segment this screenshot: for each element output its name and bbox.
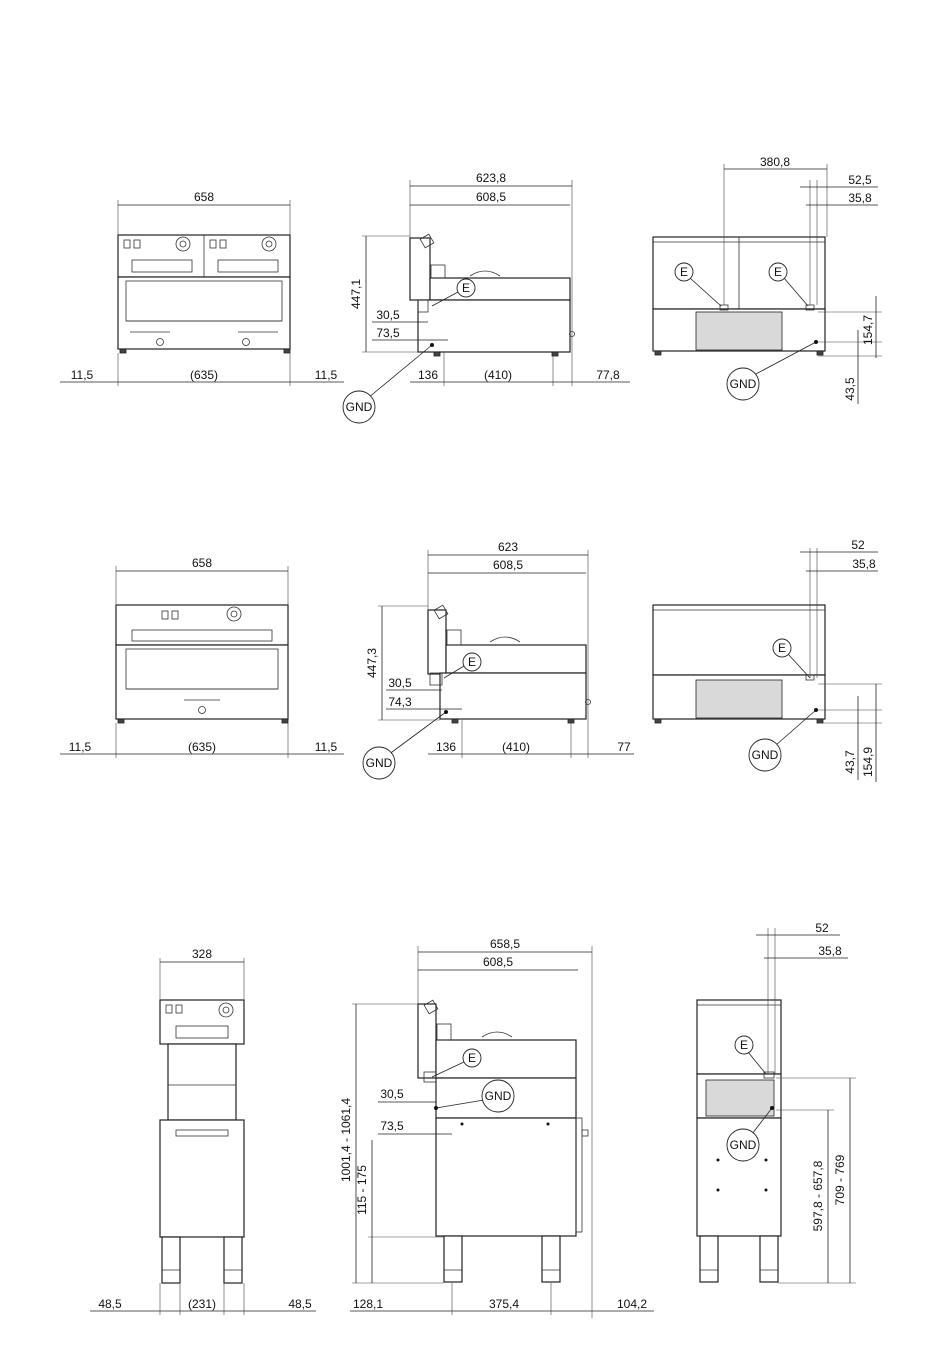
dim-row1-front-center: (635): [189, 368, 219, 382]
dim-row1-rear-top: 380,8: [759, 155, 791, 169]
dim-row1-side-b1: 136: [417, 368, 439, 382]
dim-row2-rear-r1: 52: [851, 538, 865, 552]
dim-row1-side-height: 447,1: [349, 278, 363, 310]
callout-E: E: [467, 655, 477, 669]
callout-E: E: [777, 641, 787, 655]
dim-row1-side-d1: 30,5: [376, 308, 400, 322]
dim-row2-front-center: (635): [187, 740, 217, 754]
callout-GND: GND: [751, 748, 779, 762]
dim-row3-front-overall: 328: [191, 947, 213, 961]
dim-row2-rear-v1: 43,7: [843, 750, 857, 774]
dim-row3-side-leg: 115 - 175: [355, 1165, 369, 1215]
dim-row3-rear-r1: 52: [815, 921, 829, 935]
row3-side-view: [418, 1000, 588, 1282]
dim-row1-rear-r1: 52,5: [848, 173, 872, 187]
row2-front-view: [116, 605, 288, 723]
dim-row1-side-b2: (410): [483, 368, 513, 382]
callout-GND: GND: [484, 1089, 512, 1103]
dim-row2-front-left: 11,5: [68, 740, 92, 754]
dim-row3-side-d2: 73,5: [380, 1119, 404, 1133]
dim-row1-rear-v1: 154,7: [861, 314, 875, 346]
dim-row1-rear-r2: 35,8: [848, 191, 872, 205]
row3-front-view: [160, 1000, 244, 1283]
dim-row2-rear-r2: 35,8: [852, 557, 876, 571]
callout-E: E: [461, 281, 471, 295]
dim-row2-side-b1: 136: [435, 740, 457, 754]
dim-row3-side-b3: 104,2: [616, 1297, 648, 1311]
callout-E: E: [467, 1051, 477, 1065]
dim-row3-side-b2: 375,4: [488, 1297, 520, 1311]
dim-row3-rear-v1: 597,8 - 657,8: [811, 1160, 825, 1232]
dim-row2-front-right: 11,5: [314, 740, 338, 754]
dim-row3-front-left: 48,5: [98, 1297, 122, 1311]
dim-row2-side-d1: 30,5: [388, 676, 412, 690]
callout-E: E: [679, 265, 689, 279]
dim-row2-side-top1: 623: [497, 540, 519, 554]
dim-row1-side-d2: 73,5: [376, 326, 400, 340]
dim-row3-side-top1: 658,5: [489, 937, 521, 951]
row2-side-view: [428, 605, 591, 723]
dim-row3-rear-r2: 35,8: [818, 944, 842, 958]
dim-row2-side-b2: (410): [501, 740, 531, 754]
dim-row1-front-left: 11,5: [70, 368, 94, 382]
dim-row2-rear-v2: 154,9: [861, 746, 875, 778]
dim-row2-side-top2: 608,5: [492, 558, 524, 572]
dim-row1-side-top1: 623,8: [475, 171, 507, 185]
row1-front-view: [118, 235, 290, 353]
callout-E: E: [773, 265, 783, 279]
dim-row2-side-b3: 77: [617, 740, 631, 754]
dim-row1-front-right: 11,5: [314, 368, 338, 382]
dim-row3-side-height: 1001,4 - 1061,4: [339, 1097, 353, 1183]
dim-row1-side-top2: 608,5: [475, 190, 507, 204]
dim-row3-side-top2: 608,5: [482, 955, 514, 969]
dim-row3-rear-v2: 709 - 769: [833, 1154, 847, 1206]
dim-row2-side-height: 447,3: [365, 647, 379, 679]
callout-GND: GND: [729, 1138, 757, 1152]
row1-side-view: [410, 234, 575, 356]
dim-row3-side-d1: 30,5: [380, 1087, 404, 1101]
callout-GND: GND: [365, 756, 393, 770]
callout-GND: GND: [729, 377, 757, 391]
dim-row1-side-b3: 77,8: [596, 368, 620, 382]
dim-row1-front-overall: 658: [193, 190, 215, 204]
callout-E: E: [739, 1038, 749, 1052]
row2-rear-view: [653, 605, 825, 723]
dim-row2-side-d2: 74,3: [388, 695, 412, 709]
dim-row2-front-overall: 658: [191, 556, 213, 570]
dim-row1-rear-v2: 43,5: [843, 377, 857, 401]
dim-row3-side-b1: 128,1: [352, 1297, 384, 1311]
dim-row3-front-right: 48,5: [288, 1297, 312, 1311]
callout-GND: GND: [345, 400, 373, 414]
dim-row3-front-center: (231): [187, 1297, 217, 1311]
